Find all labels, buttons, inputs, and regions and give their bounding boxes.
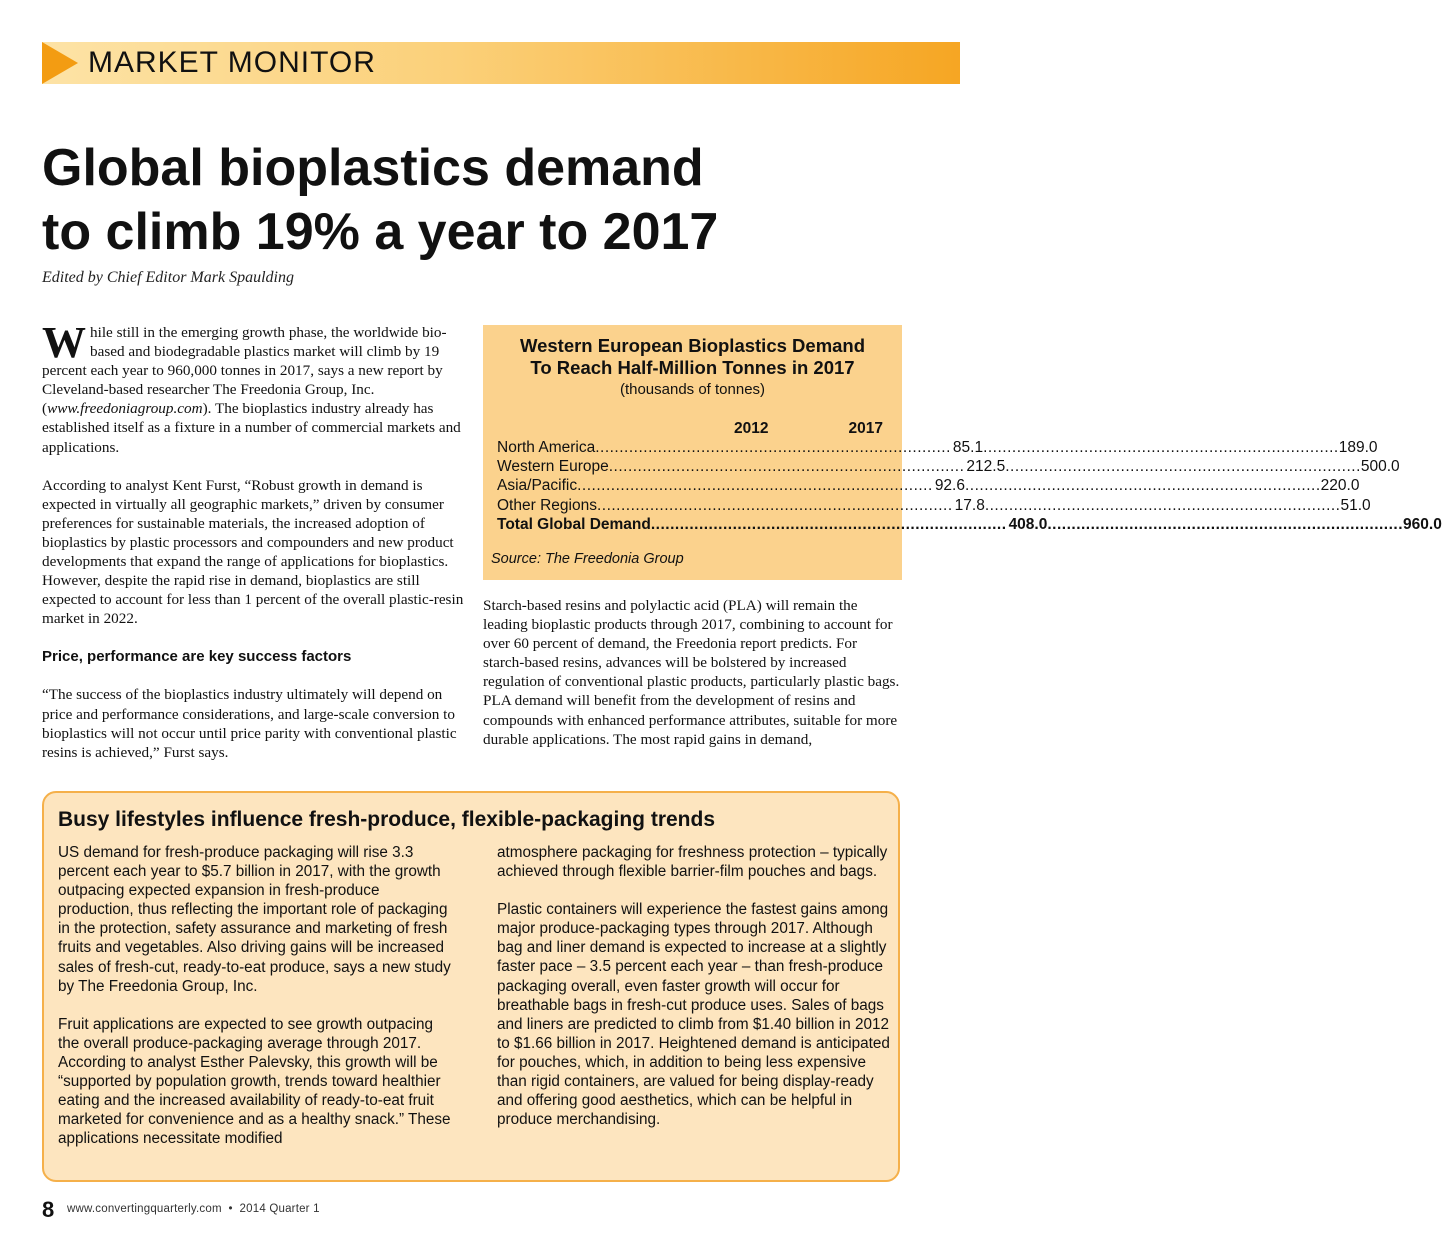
table-header bbox=[497, 419, 883, 438]
table-row bbox=[497, 476, 1360, 495]
table-row bbox=[497, 515, 1442, 534]
paragraph-intro bbox=[42, 318, 465, 457]
paragraph-resins: Starch-based resins and polylactic acid (PLA) will remain the leading bioplastic products through 2017, combining to account for over 60 percent of demand, the Freedonia report predicts. For starch-based resins, advances will be bolstered by increased regulation of conventional plastic products, particularly plastic bags. PLA demand will benefit from the development of resins and compounds with enhanced performance attributes, suitable for more durable applications. The most rapid gains in demand, bbox=[483, 597, 900, 748]
table-row bbox=[497, 438, 1378, 457]
article-left-column bbox=[42, 318, 465, 781]
value-2017: 960.0 bbox=[1403, 515, 1442, 533]
trends-box-title: Busy lifestyles influence fresh-produce, flexible-packaging trends bbox=[58, 808, 716, 831]
trends-box-left-column bbox=[58, 843, 456, 1167]
paragraph-containers: Plastic containers will experience the fastest gains among major produce-packaging types through 2017. Although bag and liner demand is expected to increase at a slightly faster pace – 3.5 percent each year – than fresh-produce packaging overall, even faster growth will occur for breathable bags in fresh-cut produce uses. Sales of bags and liners are predicted to climb from $1.40 billion in 2012 to $1.66 billion in 2017. Heightened demand is anticipated for pouches, which, in addition to being less expensive than rigid containers, are valued for being display-ready and offering good aesthetics, which can be helpful in produce merchandising. bbox=[497, 901, 890, 1129]
sidebar-title-line-1: Western European Bioplastics Demand bbox=[519, 335, 866, 356]
dropcap: W bbox=[42, 318, 86, 367]
column-header-2012: 2012 bbox=[734, 420, 769, 437]
value-2012: 408.0 bbox=[1008, 515, 1048, 533]
table-row bbox=[497, 457, 1400, 476]
page-number: 8 bbox=[42, 1197, 55, 1222]
leader-dots: .......................................................................... bbox=[595, 439, 951, 456]
paragraph-fruit: Fruit applications are expected to see growth outpacing the overall produce-packaging average through 2017. According to analyst Esther Palevsky, this growth will be “supported by population growth, trends toward healthier eating and the increased availability of ready-to-eat fruit marketed for convenience and as a healthy snack.” These applications necessitate modified bbox=[58, 1015, 451, 1148]
value-2017: 51.0 bbox=[1340, 496, 1371, 514]
value-2012: 212.5 bbox=[966, 458, 1006, 476]
section-label: MARKET MONITOR bbox=[88, 46, 376, 79]
data-sidebar bbox=[483, 325, 1442, 580]
table-row bbox=[497, 496, 1371, 515]
row-region: Other Regions bbox=[497, 496, 597, 514]
intro-text-end: ). The bioplastics industry already has established itself as a fixture in a number of commercial markets and applications. bbox=[42, 400, 461, 456]
sidebar-source: Source: The Freedonia Group bbox=[491, 551, 684, 567]
value-2017: 189.0 bbox=[1338, 439, 1378, 456]
sidebar-subtitle: (thousands of tonnes) bbox=[619, 381, 766, 398]
subhead: Price, performance are key success factors bbox=[42, 648, 352, 666]
sidebar-title bbox=[483, 335, 902, 379]
leader-dots: .......................................................................... bbox=[608, 458, 965, 476]
leader-dots: .......................................................................... bbox=[983, 439, 1339, 456]
leader-dots: .......................................................................... bbox=[596, 496, 953, 514]
table-body bbox=[497, 438, 1442, 534]
row-region: North America bbox=[497, 439, 596, 456]
leader-dots: .......................................................................... bbox=[1047, 515, 1404, 533]
trends-box-right-column bbox=[497, 843, 893, 1148]
leader-dots: .......................................................................... bbox=[1005, 458, 1361, 476]
value-2017: 500.0 bbox=[1360, 458, 1400, 476]
intro-text: hile still in the emerging growth phase, the worldwide bio-based and biodegradable plastics market will climb by 19 percent each year to 960,000 tonnes in 2017, says a new report by Cleveland-based researcher The Freedonia Group, Inc. ( bbox=[42, 324, 447, 418]
demand-table bbox=[497, 419, 1442, 534]
page-title bbox=[42, 136, 902, 264]
column-header-2017: 2017 bbox=[848, 420, 883, 437]
paragraph-atmosphere: atmosphere packaging for freshness protection – typically achieved through flexible barrier-film pouches and bags. bbox=[497, 844, 888, 881]
footer-text: www.convertingquarterly.com • 2014 Quarter 1 bbox=[67, 1203, 320, 1215]
title-line-1: Global bioplastics demand bbox=[42, 139, 704, 197]
freedonia-link[interactable]: www.freedoniagroup.com bbox=[47, 400, 203, 418]
value-2012: 92.6 bbox=[934, 477, 965, 495]
leader-dots: .......................................................................... bbox=[650, 515, 1007, 533]
value-2017: 220.0 bbox=[1320, 477, 1360, 495]
leader-dots: .......................................................................... bbox=[984, 496, 1341, 514]
leader-dots: .......................................................................... bbox=[577, 477, 933, 495]
byline: Edited by Chief Editor Mark Spaulding bbox=[42, 269, 294, 286]
banner-arrow-icon bbox=[42, 42, 78, 84]
row-region: Total Global Demand bbox=[497, 515, 651, 533]
row-region: Asia/Pacific bbox=[497, 477, 578, 495]
article-right-column bbox=[483, 596, 902, 749]
paragraph-demand: US demand for fresh-produce packaging will rise 3.3 percent each year to $5.7 billion in 2017, with the growth outpacing expected expansion in fresh-produce production, thus reflecting the important role of packaging in the protection, safety assurance and marketing of fresh fruits and vegetables. Also driving gains will be increased sales of fresh-cut, ready-to-eat produce, says a new study by The Freedonia Group, Inc. bbox=[58, 844, 451, 995]
value-2012: 17.8 bbox=[954, 496, 985, 514]
title-line-2: to climb 19% a year to 2017 bbox=[42, 203, 719, 261]
paragraph-analyst: According to analyst Kent Furst, “Robust growth in demand is expected in virtually all geographic markets,” driven by consumer preferences for sustainable materials, the increased adoption of bioplastics by plastic processors and compounders and new product developments that expand the range of applications for bioplastics. However, despite the rapid rise in demand, bioplastics are still expected to account for less than 1 percent of the overall plastic-resin market in 2022. bbox=[42, 476, 464, 628]
paragraph-quote: “The success of the bioplastics industry ultimately will depend on price and performance considerations, and large-scale conversion to bioplastics will not occur until price parity with conventional plastic resins is achieved,” Furst says. bbox=[42, 686, 457, 761]
row-region: Western Europe bbox=[497, 458, 609, 476]
leader-dots: .......................................................................... bbox=[964, 477, 1321, 495]
sidebar-title-line-2: To Reach Half-Million Tonnes in 2017 bbox=[530, 357, 855, 378]
value-2012: 85.1 bbox=[952, 439, 984, 456]
